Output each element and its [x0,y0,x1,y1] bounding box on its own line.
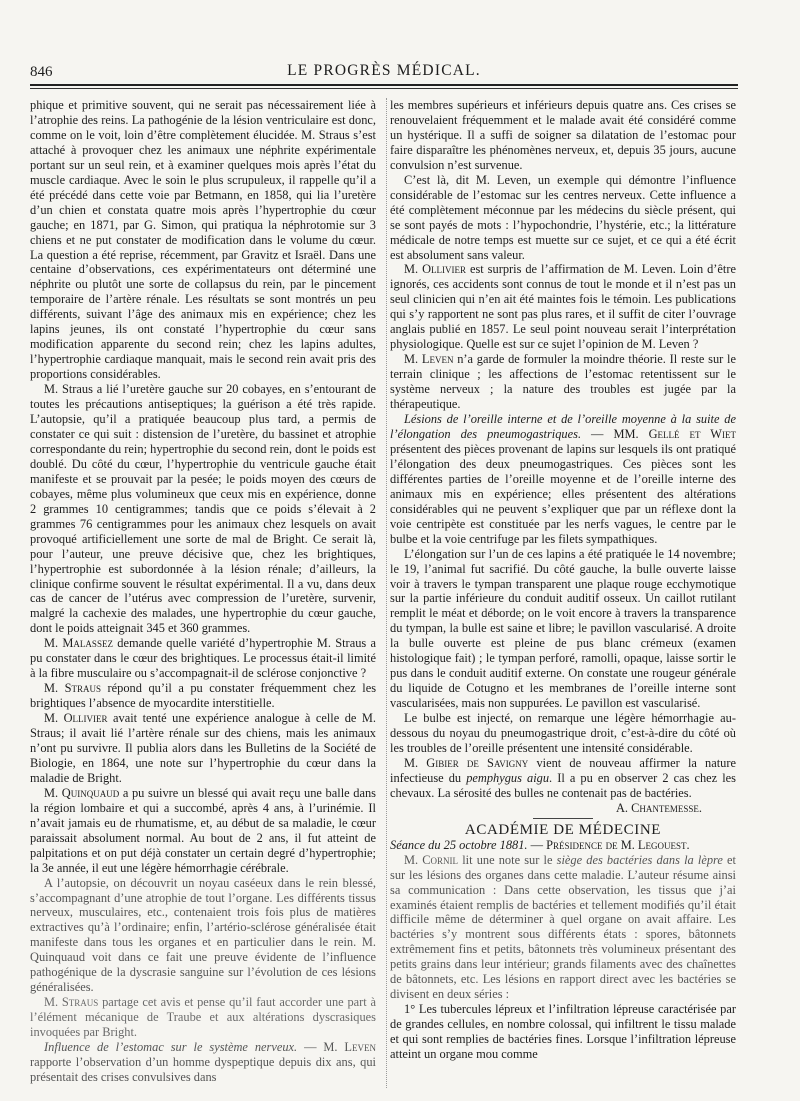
italic-term: siège des bactéries dans la lèpre [556,852,723,867]
speaker-name: — M. Leven [297,1040,376,1055]
paragraph: L’élongation sur l’un de ces lapins a été pratiquée le 14 novembre; le 19, l’animal fut sacrifié. Du côté gauche, la bulle ouverte laisse voir à travers le tympan transparent une plaque rouge ecchymotique sur la partie inférieure du conduit auditif osseux. Un caillot rutilant remplit le méat et déborde; on le voit encore à travers la transparence du tympan, la bulle est saine et libre; le pavillon vascularisé. A droite la bulle ouverte est pleine de pus blanc crémeux (examen histologique fait) ; le tympan perforé, ramolli, opaque, laisse sortir le pus dans le conduit auditif externe. On constate une rougeur générale du liquide de Cotugno et les membranes de l’oreille interne sont vascularisées, mais non suppurées. Le pavillon est vascularisé. [390,546,736,711]
speaker-name: M. Straus [44,995,99,1010]
left-column [30,98,376,1085]
paragraph: M. Straus a lié l’uretère gauche sur 20 cobayes, en s’entourant de toutes les précautions antiseptiques; la guérison a été très rapide. L’autopsie, qu’il a pratiquée beaucoup plus tard, a permis de constater ce qui suit : distension de l’uretère, du bassinet et atrophie correspondante du rein; hypertrophie du second rein, dont le poids est doublé. Du côté du cœur, l’hypertrophie du ventricule gauche était manifeste et se prouvait par la pesée; le poids moyen des cœurs de cobayes, même plus volumineux que ceux mis en expérience, donne 2 grammes 10 centigrammes; tandis que ce poids s’élevait à 2 grammes 76 centigrammes pour les animaux chez lesquels on avait provoqué artificiellement une sorte de mal de Bright. Ce serait là, pour l’auteur, une preuve décisive que, chez les brightiques, l’hypertrophie est subordonnée à la lésion rénale; d’ailleurs, la clinique confirme souvent le résultat expérimental. Il a vu, dans deux cas de cancer de l’utérus avec compression de l’uretère, survenir, malgré la cachexie des malades, une hypertrophie du cœur gauche, dont le poids atteignait 345 et 360 grammes. [30,382,376,636]
speaker-name: M. Gibier de Savigny [404,755,529,770]
paragraph-text: partage cet avis et pense qu’il faut accorder une part à l’élément mécanique de Traube et aux altérations dyscrasiques invoquées par Bright. [30,995,377,1040]
paragraph [390,262,736,352]
paragraph: Le bulbe est injecté, on remarque une légère hémorrhagie au-dessous du noyau du pneumogastrique droit, c’est-à-dire du côté où les troubles de l’oreille présentent une intensité considérable. [390,711,736,755]
speaker-name: M. Cornil [404,852,459,867]
speaker-name: M. Malassez [44,636,113,651]
speaker-name: M. Ollivier [404,262,467,277]
header-rule-thin [30,88,738,89]
paragraph-text: lit une note sur le [458,852,557,867]
paragraph-text: présentent des pièces provenant de lapins sur lesquels ils ont pratiqué l’élongation des deux pneumogastriques. Ces pièces sont les différentes parties de l’oreille moyenne et de l’oreille interne des animaux mis en expérience; elles présentent des altérations considérables qui ne peuvent s’expliquer que par un réflexe dont la voie centripète est constituée par les nerfs vagues, le centre par le bulbe et la voie centrifuge par les filets sympathiques. [390,441,736,546]
session-president: — Présidence de M. Legouest. [527,837,690,852]
paragraph-text: n’a garde de formuler la moindre théorie. Il reste sur le terrain clinique ; les affections de l’estomac retentissent sur le système nerveux ; la nature des troubles est jugée par la thérapeutique. [390,352,737,412]
speaker-name: M. Ollivier [44,711,108,726]
speaker-name: — MM. Gellé et Wiet [581,426,736,441]
signature: A. Chantemesse. [615,800,702,815]
speaker-name: M. Leven [404,352,454,367]
paragraph-text: rapporte l’observation d’un homme dyspeptique depuis dix ans, qui présentait des crises convulsives dans [30,1055,376,1084]
page-number: 846 [30,64,53,80]
paragraph: phique et primitive souvent, qui ne serait pas nécessairement liée à l’atrophie des reins. La pathogénie de la lésion ventriculaire est donc, comme on le voit, loin d’être complètement élucidée. M. Straus s’est attaché à provoquer chez les animaux une néphrite expérimentale portant sur un seul rein, et à examiner quelques mois après l’état du muscle cardiaque. Avec le soin le plus scrupuleux, il rappelle qu’il a été précédé dans cette voie par Betmann, en 1858, qui lia l’uretère d’un chien et constata quatre mois après l’hypertrophie du cœur gauche; en 1871, par G. Simon, qui pratiqua la néphrotomie sur 3 chiens et ne put constater de modification dans le volume du cœur. La question a été reprise, récemment, par Gravitz et Israël. Dans une centaine d’observations, ces expérimentateurs ont déterminé une néphrite ou plutôt une sorte de collapsus du rein, par le pincement temporaire de l’artère rénale. Les résultats se sont montrés un peu différents, suivant l’âge des animaux mis en expérience; chez les lapins jeunes, ils ont constaté l’hypertrophie du cœur sans modification apparente du second rein; chez les lapins adultes, l’hypertrophie cardiaque manquait, mais le second rein avait pris des proportions considérables. [30,98,376,382]
session-line [390,838,736,853]
right-column [390,98,736,1062]
header-rule-thick [30,84,738,86]
paragraph [30,786,376,876]
paragraph-text: répond qu’il a pu constater fréquemment chez les brightiques l’absence de myocardite interstitielle. [30,681,377,711]
paragraph-text: est surpris de l’affirmation de M. Leven. Loin d’être ignorés, ces accidents sont connus de tout le monde et il n’est pas un seul clinicien qui n’en ait été maintes fois le témoin. Les publications qui s’y rapportent ne sont pas plus rares, et il suffit de citer l’ouvrage anglais publié en 1857. Le seul point nouveau serait l’interprétation physiologique. Quelle est sur ce sujet l’opinion de M. Leven ? [390,262,736,352]
paragraph-text: avait tenté une expérience analogue à celle de M. Straus; il avait lié l’artère rénale sur des chiens, mais les animaux n’ont pu survivre. Il publia alors dans les Bulletins de la Société de Biologie, en 1864, une note sur l’hypertrophie du cœur dans la maladie de Bright. [30,711,377,785]
paragraph: 1° Les tubercules lépreux et l’infiltration lépreuse caractérisée par de grandes cellules, en nombre colossal, qui infiltrent le tissu malade et qui sont remplies de bactéries fines. Lorsque l’infiltration lépreuse atteint un organe mou comme [390,1002,736,1062]
section-title: Lésions de l’oreille interne et de l’oreille moyenne à la suite de l’élongation des pneumogastriques. [390,412,736,441]
paragraph: les membres supérieurs et inférieurs depuis quatre ans. Ces crises se renouvelaient fréquemment et le malade avait été considéré comme un hystérique. Il a suffi de soigner sa dilatation de l’estomac pour faire disparaître les phénomènes nerveux, et, depuis 35 jours, aucune convulsion n’est survenue. [390,98,736,172]
paragraph: A l’autopsie, on découvrit un noyau caséeux dans le rein blessé, s’accompagnant d’une atrophie de tout l’organe. Les différents tissus nerveux, musculaires, etc., contenaient trois fois plus de matières extractives qu’à l’ordinaire; enfin, l’artério-sclérose généralisée était manifeste dans tous les organes et en particulier dans le rein. M. Quinquaud voit dans ce fait une preuve évidente de l’influence pathogénique de la dyscrasie sanguine sur l’évolution de ces lésions généralisées. [30,875,376,995]
paragraph [30,636,376,681]
page-header [30,62,738,84]
paragraph-text: vient de nouveau affirmer la nature infectieuse du [390,755,737,785]
paragraph: C’est là, dit M. Leven, un exemple qui démontre l’influence considérable de l’estomac sur les centres nerveux. Cette influence a été complètement méconnue par les médecins du siècle présent, qui se sont payés de mots : l’hypochondrie, l’hystérie, etc.; la littérature médicale de notre temps est muette sur ce sujet, et ce qui a été écrit est absolument sans valeur. [390,172,736,262]
section-heading: ACADÉMIE DE MÉDECINE [464,821,662,838]
section-divider [533,818,593,819]
section-title: Influence de l’estomac sur le système nerveux. [44,1040,298,1055]
paragraph [390,853,736,1003]
paragraph-text: demande quelle variété d’hypertrophie M. Straus a pu constater dans le cœur des brightiques. Le processus était-il limité à la fibre musculaire ou s’accompagnait-il de sclérose conjonctive ? [30,636,377,681]
paragraph [390,412,736,547]
speaker-name: M. Straus [44,681,102,696]
speaker-name: M. Quinquaud [44,785,120,800]
italic-term: pemphygus aigu [466,770,550,785]
session-date: Séance du 25 octobre 1881. [390,837,528,852]
paragraph-text: a pu suivre un blessé qui avait reçu une balle dans la région lombaire et qui a succombé, après 4 ans, à l’urinémie. Il n’avait jamais eu de rhumatisme, et, au début de sa maladie, le cœur paraissait absolument normal. Au bout de 2 ans, il fut atteint de palpitations et on put déjà constater un certain degré d’hypertrophie; la 3e année, il eut une légère hémorrhagie cérébrale. [30,785,376,875]
paragraph [30,1040,376,1085]
paragraph [30,995,376,1040]
paragraph [30,681,376,711]
paragraph-text: et sur les lésions des organes dans cette maladie. L’auteur résume ainsi sa communication : Dans cette observation, les tissus que j’ai examinés étaient remplis de bactéries et tellement modifiés qu’il était difficile même de déterminer à quel organe on avait affaire. Les bactéries s’y montrent sous différents états : spores, bâtonnets extrêmement fins et petits, bâtonnets très volumineux présentant des petits grains dans leur intérieur; grands filaments avec des chaînettes de bâtonnets, etc. Les lésions en rapport direct avec les bactéries se divisent en deux séries : [390,852,736,1002]
paragraph [30,711,376,786]
paragraph-text: . Il a pu en observer 2 cas chez les chevaux. La sérosité des bulles ne contenait pas de bactéries. [390,770,736,800]
journal-title: LE PROGRÈS MÉDICAL. [287,62,481,79]
paragraph [390,756,736,801]
paragraph [390,352,736,412]
column-divider [386,98,387,1088]
